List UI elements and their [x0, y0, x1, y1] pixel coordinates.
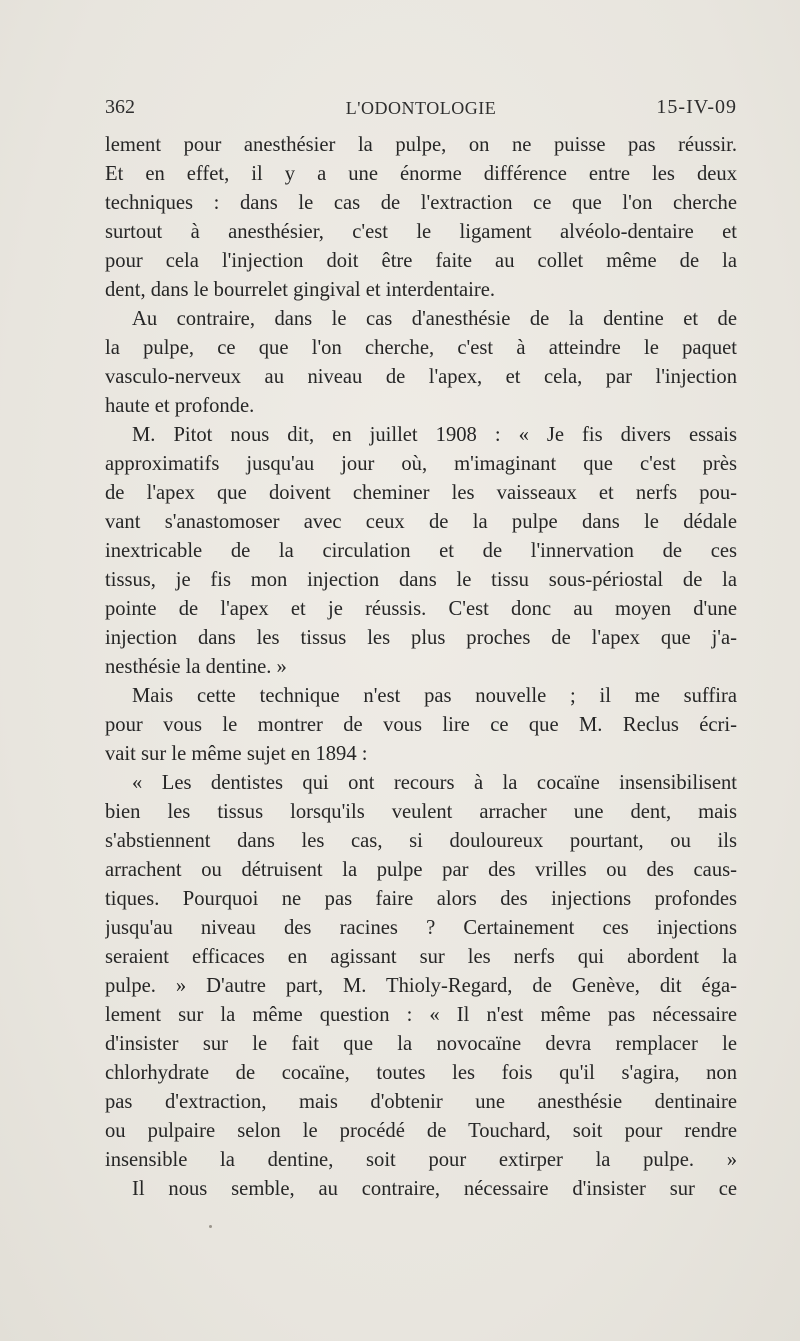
issue-date: 15-IV-09 — [656, 96, 737, 118]
text-line: M. Pitot nous dit, en juillet 1908 : « Je fis divers essais — [132, 424, 737, 446]
text-line: tissus, je fis mon injection dans le tissu sous-périostal de la — [105, 569, 737, 591]
text-line: pas d'extraction, mais d'obtenir une anesthésie dentinaire — [105, 1091, 737, 1113]
text-line: pour vous le montrer de vous lire ce que M. Reclus écri- — [105, 714, 737, 736]
text-line: tiques. Pourquoi ne pas faire alors des injections profondes — [105, 888, 737, 910]
text-line: inextricable de la circulation et de l'innervation de ces — [105, 540, 737, 562]
text-line: bien les tissus lorsqu'ils veulent arracher une dent, mais — [105, 801, 737, 823]
text-line: approximatifs jusqu'au jour où, m'imaginant que c'est près — [105, 453, 737, 475]
text-line: ou pulpaire selon le procédé de Touchard, soit pour rendre — [105, 1120, 737, 1142]
body-text — [105, 131, 737, 1204]
text-line: chlorhydrate de cocaïne, toutes les fois qu'il s'agira, non — [105, 1062, 737, 1084]
text-line: lement pour anesthésier la pulpe, on ne puisse pas réussir. — [105, 134, 737, 156]
text-line: dent, dans le bourrelet gingival et interdentaire. — [105, 279, 495, 301]
text-line: la pulpe, ce que l'on cherche, c'est à atteindre le paquet — [105, 337, 737, 359]
text-line: Et en effet, il y a une énorme différence entre les deux — [105, 163, 737, 185]
text-line: pointe de l'apex et je réussis. C'est donc au moyen d'une — [105, 598, 737, 620]
text-line: nesthésie la dentine. » — [105, 656, 287, 678]
page-number: 362 — [105, 96, 135, 118]
page-header — [105, 96, 737, 126]
text-line: lement sur la même question : « Il n'est même pas nécessaire — [105, 1004, 737, 1026]
text-line: Mais cette technique n'est pas nouvelle ; il me suffira — [132, 685, 737, 707]
text-line: insensible la dentine, soit pour extirper la pulpe. » — [105, 1149, 737, 1171]
text-line: surtout à anesthésier, c'est le ligament alvéolo-dentaire et — [105, 221, 737, 243]
text-line: vant s'anastomoser avec ceux de la pulpe dans le dédale — [105, 511, 737, 533]
text-line: vasculo-nerveux au niveau de l'apex, et cela, par l'injection — [105, 366, 737, 388]
text-line: Il nous semble, au contraire, nécessaire d'insister sur ce — [132, 1178, 737, 1200]
text-line: jusqu'au niveau des racines ? Certainement ces injections — [105, 917, 737, 939]
text-line: seraient efficaces en agissant sur les nerfs qui abordent la — [105, 946, 737, 968]
text-line: de l'apex que doivent cheminer les vaisseaux et nerfs pou- — [105, 482, 737, 504]
running-title: L'ODONTOLOGIE — [345, 98, 497, 118]
text-line: injection dans les tissus les plus proches de l'apex que j'a- — [105, 627, 737, 649]
text-line: d'insister sur le fait que la novocaïne devra remplacer le — [105, 1033, 737, 1055]
paper-speck — [209, 1225, 212, 1228]
text-line: s'abstiennent dans les cas, si douloureux pourtant, ou ils — [105, 830, 737, 852]
text-line: techniques : dans le cas de l'extraction ce que l'on cherche — [105, 192, 737, 214]
text-line: haute et profonde. — [105, 395, 255, 417]
text-line: arrachent ou détruisent la pulpe par des vrilles ou des caus- — [105, 859, 737, 881]
text-line: « Les dentistes qui ont recours à la cocaïne insensibilisent — [132, 772, 737, 794]
text-line: Au contraire, dans le cas d'anesthésie de la dentine et de — [132, 308, 737, 330]
text-line: pour cela l'injection doit être faite au collet même de la — [105, 250, 737, 272]
text-line: vait sur le même sujet en 1894 : — [105, 743, 368, 765]
text-line: pulpe. » D'autre part, M. Thioly-Regard, de Genève, dit éga- — [105, 975, 737, 997]
